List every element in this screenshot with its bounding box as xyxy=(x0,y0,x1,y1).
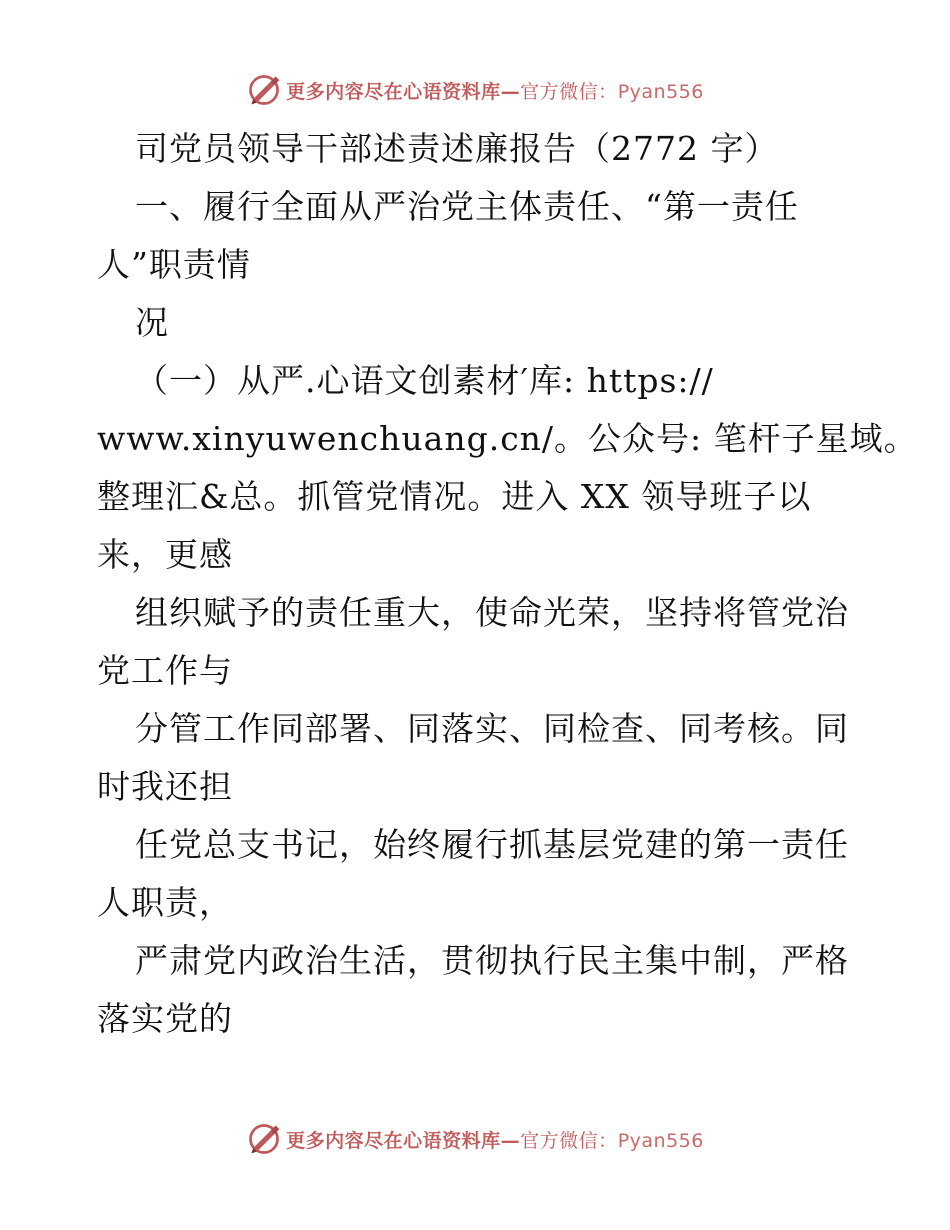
watermark-text xyxy=(286,77,704,104)
watermark-wechat-id: Pyan556 xyxy=(617,1129,704,1152)
text-line: 整理汇&总。抓管党情况。进入 XX 领导班子以 xyxy=(97,477,812,516)
text-line: 党工作与 xyxy=(97,651,233,690)
pen-logo-icon xyxy=(246,1121,282,1157)
text-line: 人职责， xyxy=(97,883,233,922)
document-body xyxy=(97,120,918,1048)
text-line: 一、履行全面从严治党主体责任、“第一责任 xyxy=(135,187,799,226)
text-line: 况 xyxy=(135,303,169,342)
watermark-text xyxy=(286,1126,704,1153)
text-line: 任党总支书记，始终履行抓基层党建的第一责任 xyxy=(135,825,849,864)
watermark-main: 更多内容尽在心语资料库— xyxy=(286,80,521,103)
watermark-wechat-id: Pyan556 xyxy=(617,80,704,103)
text-line: （一）从严.心语文创素材′库: https:// xyxy=(135,361,714,400)
text-line: 分管工作同部署、同落实、同检查、同考核。同 xyxy=(135,709,849,748)
header-watermark xyxy=(0,68,950,112)
footer-watermark xyxy=(0,1117,950,1161)
text-line: 人”职责情 xyxy=(97,245,251,284)
watermark-wechat-label: 官方微信： xyxy=(520,80,618,103)
text-line: 时我还担 xyxy=(97,767,233,806)
text-line: 来，更感 xyxy=(97,535,233,574)
text-line: 司党员领导干部述责述廉报告（2772 字） xyxy=(135,129,779,168)
text-line: 组织赋予的责任重大，使命光荣，坚持将管党治 xyxy=(135,593,849,632)
watermark-main: 更多内容尽在心语资料库— xyxy=(286,1129,521,1152)
text-line: 落实党的 xyxy=(97,999,233,1038)
watermark-wechat-label: 官方微信： xyxy=(520,1129,618,1152)
text-line: 严肃党内政治生活，贯彻执行民主集中制，严格 xyxy=(135,941,849,980)
pen-logo-icon xyxy=(246,72,282,108)
text-line: www.xinyuwenchuang.cn/。公众号: 笔杆子星域。 xyxy=(97,419,918,458)
